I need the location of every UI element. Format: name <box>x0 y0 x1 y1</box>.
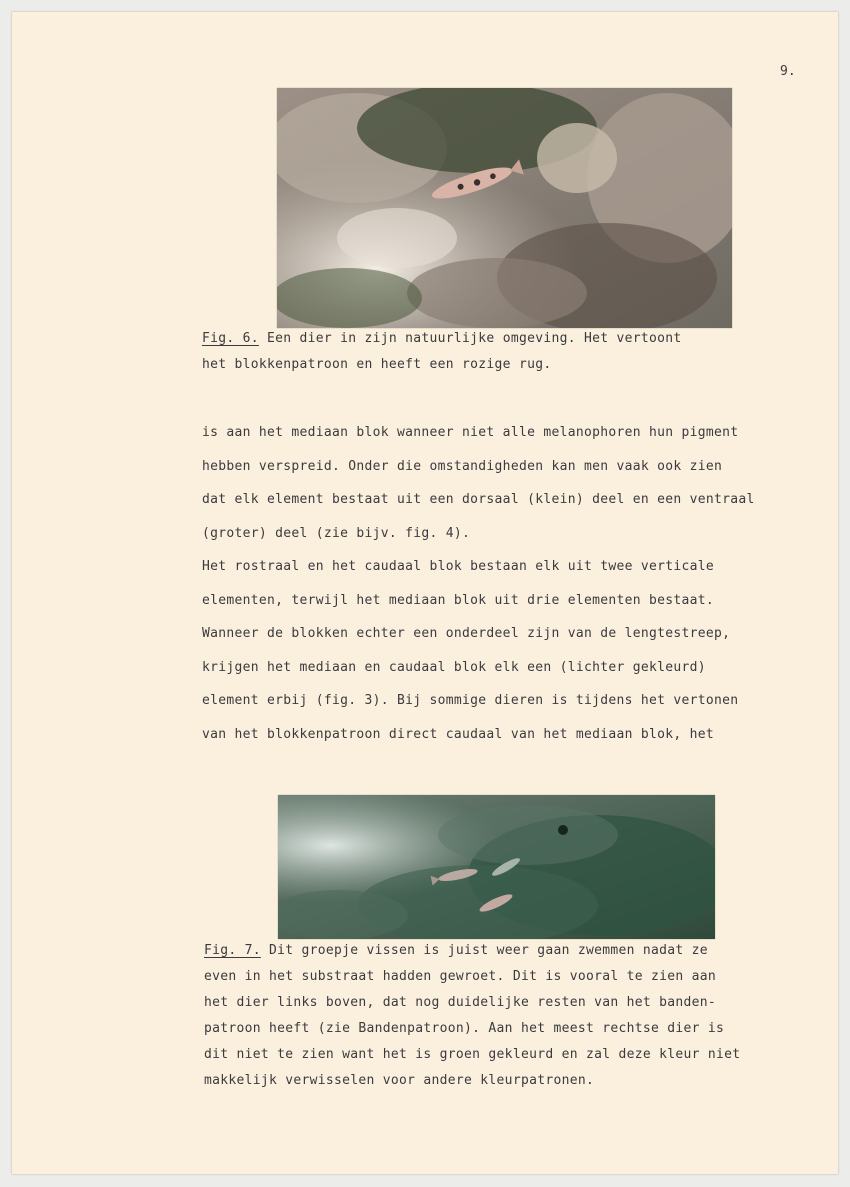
page-number: 9. <box>780 64 796 79</box>
figure-6-label: Fig. 6. <box>202 331 259 346</box>
body-line: Wanneer de blokken echter een onderdeel zijn van de lengtestreep, <box>202 626 731 641</box>
caption-text: het blokkenpatroon en heeft een rozige rug. <box>202 357 552 372</box>
body-line: is aan het mediaan blok wanneer niet alle melanophoren hun pigment <box>202 425 739 440</box>
body-line: van het blokkenpatroon direct caudaal van het mediaan blok, het <box>202 726 714 742</box>
caption-text: het dier links boven, dat nog duidelijke resten van het banden- <box>204 995 716 1010</box>
figure-6-photo <box>277 88 732 328</box>
figure-7-label: Fig. 7. <box>204 943 261 958</box>
body-line: hebben verspreid. Onder die omstandigheden kan men vaak ook zien <box>202 458 723 474</box>
caption-text: Een dier in zijn natuurlijke omgeving. Het vertoont <box>258 331 682 346</box>
figure-7-photo <box>278 795 715 939</box>
body-line: (groter) deel (zie bijv. fig. 4). <box>202 525 471 541</box>
body-line: element erbij (fig. 3). Bij sommige dieren is tijdens het vertonen <box>202 693 739 708</box>
body-line: Het rostraal en het caudaal blok bestaan elk uit twee verticale <box>202 559 714 574</box>
caption-text: Dit groepje vissen is juist weer gaan zwemmen nadat ze <box>260 943 708 958</box>
fish-group-photo-icon <box>278 795 715 939</box>
reef-fish-photo-icon <box>277 88 732 328</box>
caption-text: dit niet te zien want het is groen gekleurd en zal deze kleur niet <box>204 1047 741 1062</box>
document-page <box>12 12 838 1174</box>
caption-text: makkelijk verwisselen voor andere kleurpatronen. <box>204 1073 595 1088</box>
caption-text: patroon heeft (zie Bandenpatroon). Aan het meest rechtse dier is <box>204 1021 725 1036</box>
caption-text: even in het substraat hadden gewroet. Dit is vooral te zien aan <box>204 969 716 984</box>
body-line: krijgen het mediaan en caudaal blok elk een (lichter gekleurd) <box>202 659 706 675</box>
figure-7-caption <box>204 938 814 1094</box>
body-paragraph <box>202 416 832 751</box>
body-line: dat elk element bestaat uit een dorsaal (klein) deel en een ventraal <box>202 492 755 507</box>
body-line: elementen, terwijl het mediaan blok uit drie elementen bestaat. <box>202 592 714 608</box>
figure-6-caption <box>202 326 762 378</box>
